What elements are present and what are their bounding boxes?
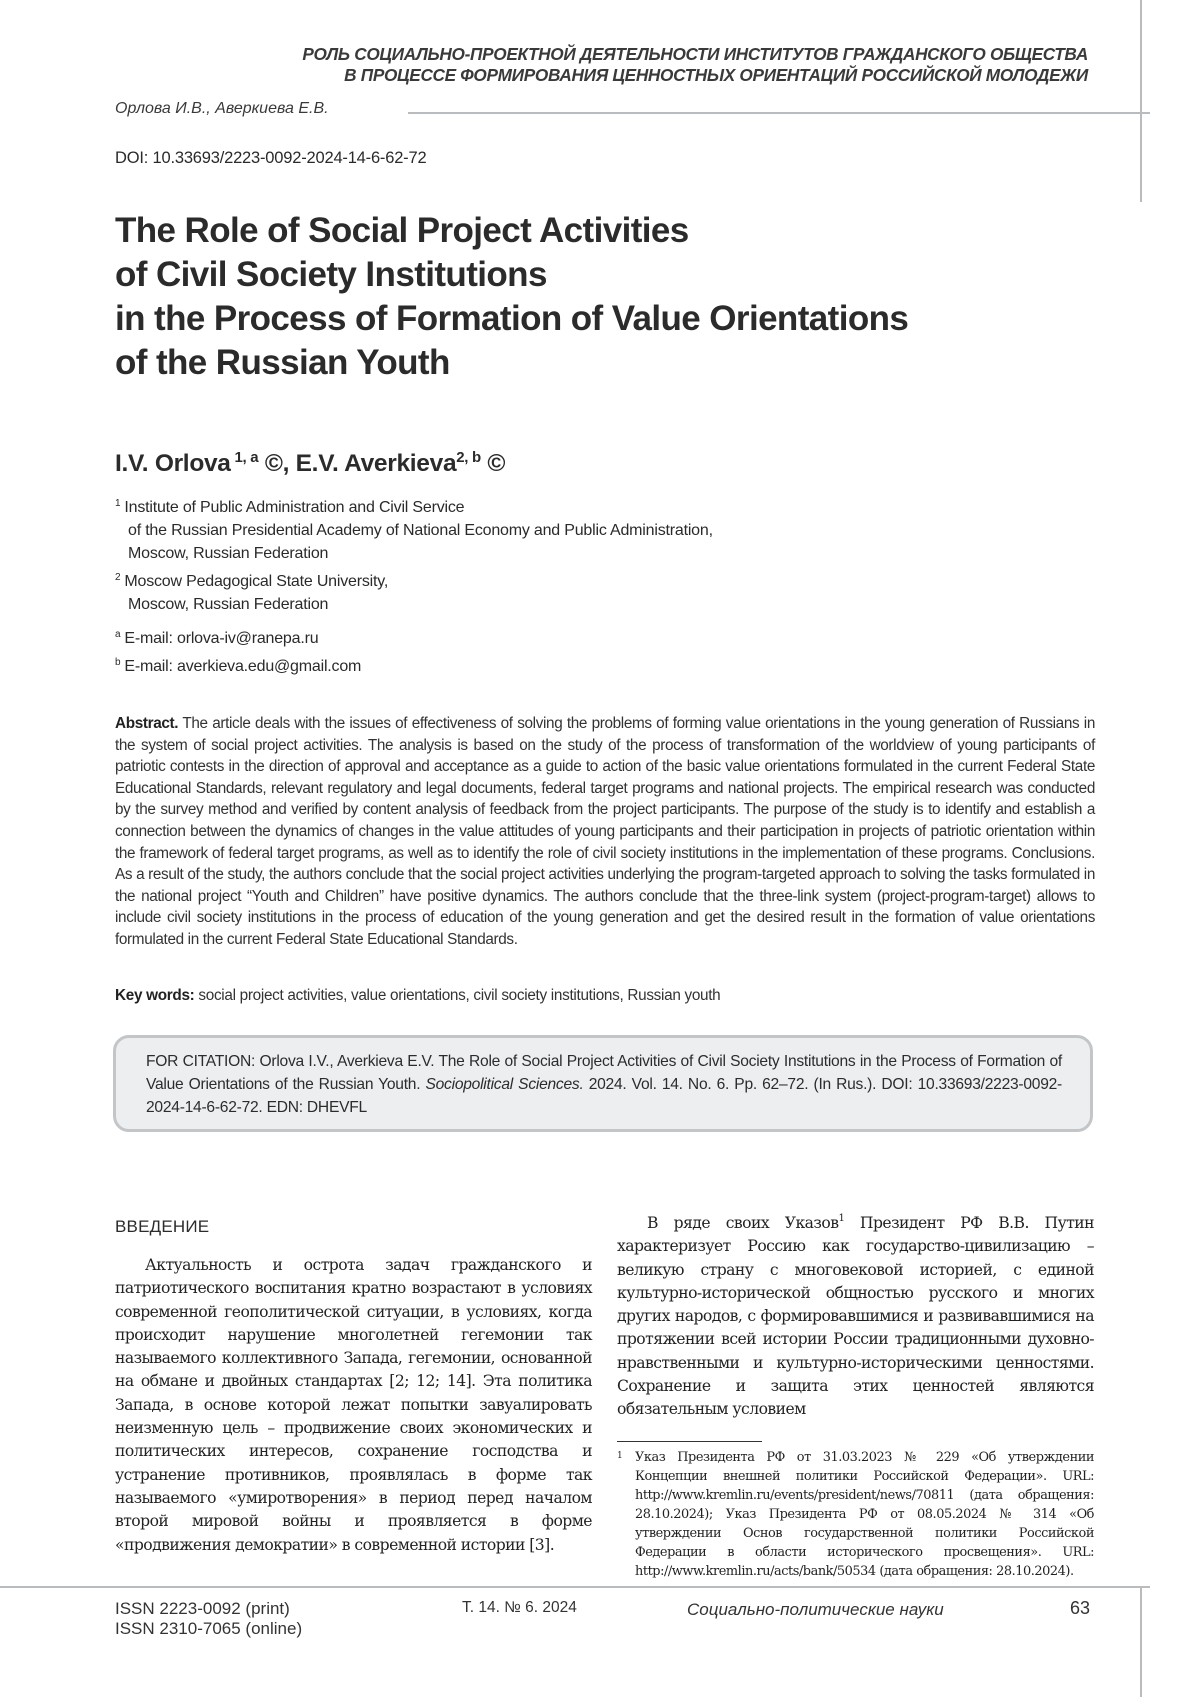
doi: DOI: 10.33693/2223-0092-2024-14-6-62-72 <box>115 149 427 167</box>
footnote <box>617 1448 1094 1581</box>
email-b-mark: b <box>115 657 121 668</box>
affiliation-1-number: 1 <box>115 498 121 509</box>
title-line-4: of the Russian Youth <box>115 343 450 382</box>
left-paragraph: Актуальность и острота задач гражданского и патриотического воспитания кратно возрастают в условиях современной геополитической ситуации, в условиях, когда происходит нарушение многолетней гегемонии так называемого коллективного Запада, гегемонии, основанной на обмане и двойных стандартах [2; 12; 14]. Эта политика Запада, в основе которой лежат попытки завуалировать неизменную цель – продвижение своих экономических и политических интересов, сохранение господства и устранение противников, проявлялась в форме так называемого «умиротворения» в период перед началом второй мировой войны и проявляется в форме «продвижения демократии» в современной истории [3]. <box>115 1256 592 1554</box>
footer-volume: Т. 14. № 6. 2024 <box>462 1599 577 1616</box>
author-separator: , <box>282 450 296 477</box>
header-vertical-rule <box>1140 0 1142 202</box>
orcid-icon[interactable]: © <box>264 450 283 477</box>
affiliation-1 <box>115 496 713 565</box>
affiliation-2-number: 2 <box>115 572 121 583</box>
abstract <box>115 713 1095 951</box>
email-a-link[interactable]: E-mail: orlova-iv@ranepa.ru <box>124 630 319 647</box>
body-column-left <box>115 1254 592 1557</box>
abstract-text: The article deals with the issues of effectiveness of solving the problems of forming value orientations in the young generation of Russians in the system of social project activities. The analysis is based on the study of the process of transformation of the worldview of young participants of patriotic contests in the direction of approval and acceptance as a guide to action of the basic value orientations formulated in the current Federal State Educational Standards, relevant regulatory and legal documents, federal target programs and national projects. The empirical research was conducted by the survey method and verified by content analysis of feedback from the project participants. The purpose of the study is to identify and establish a connection between the dynamics of changes in the value attitudes of young participants and their participation in projects of patriotic orientation within the framework of federal target programs, as well as to identify the role of civil society institutions in the implementation of these programs. Conclusions. As a result of the study, the authors conclude that the social project activities underlying the program-targeted approach to solving the tasks formulated in the national project “Youth and Children” have positive dynamics. The authors conclude that the three-link system (project-program-target) allows to include civil society institutions in the process of education of the young generation and get the desired result in the formation of value orientations formulated in the current Federal State Educational Standards. <box>115 715 1095 948</box>
footnote-rule <box>617 1441 762 1442</box>
footer-issn <box>115 1599 302 1639</box>
author-2-affiliation-mark: 2, b <box>456 449 481 466</box>
citation-text: FOR CITATION: Orlova I.V., Averkieva E.V. The Role of Social Project Activities of Civil Society Institutions in the Process of Formation of Value Orientations of the Russian Youth. <box>146 1053 1062 1093</box>
page-number: 63 <box>1070 1598 1091 1618</box>
citation-details: 2024. Vol. 14. No. 6. Pp. 62–72. (In Rus.). DOI: 10.33693/2223-0092-2024-14-6-62-72. EDN: DHEVFL <box>146 1076 1063 1116</box>
citation-journal: Sociopolitical Sciences. <box>425 1076 584 1093</box>
author-2-name: E.V. Averkieva <box>295 450 457 477</box>
body-column-right <box>617 1212 1094 1422</box>
running-title-line-1: РОЛЬ СОЦИАЛЬНО-ПРОЕКТНОЙ ДЕЯТЕЛЬНОСТИ ИНСТИТУТОВ ГРАЖДАНСКОГО ОБЩЕСТВА <box>302 44 1088 64</box>
title-line-2: of Civil Society Institutions <box>115 255 547 294</box>
affiliation-2-line-1: Moscow Pedagogical State University, <box>124 573 389 590</box>
right-paragraph: В ряде своих Указов$^1$ Президент РФ В.В. Путин характеризует Россию как государство-цивилизацию – великую страну с многовековой историей, с единой культурно-исторической общностью русского и многих других народов, с формировавшимися и развивавшимися на протяжении всей истории России традиционными духовно-нравственными и культурно-историческими ценностями. Сохранение и защита этих ценностей являются обязательным условием <box>617 1213 1094 1419</box>
email-a-mark: a <box>115 629 121 640</box>
footnote-number: 1 <box>617 1451 623 1461</box>
citation-box <box>113 1035 1093 1132</box>
keywords-label: Key words: <box>115 987 195 1004</box>
running-authors: Орлова И.В., Аверкиева Е.В. <box>115 100 329 117</box>
keywords <box>115 987 1095 1005</box>
email-b <box>115 655 361 678</box>
running-title <box>302 44 1088 86</box>
issn-print: ISSN 2223-0092 (print) <box>115 1599 290 1618</box>
author-list <box>115 450 505 478</box>
author-1-affiliation-mark: 1, a <box>234 449 259 466</box>
footnote-reference[interactable]: 1 <box>838 1213 845 1224</box>
orcid-icon[interactable]: © <box>487 450 506 477</box>
section-heading: ВВЕДЕНИЕ <box>115 1217 210 1236</box>
issn-online: ISSN 2310-7065 (online) <box>115 1619 303 1638</box>
email-a <box>115 627 318 650</box>
footer-journal: Социально-политические науки <box>687 1600 944 1619</box>
affiliation-1-line-3: Moscow, Russian Federation <box>128 545 329 562</box>
keywords-text: social project activities, value orientations, civil society institutions, Russian youth <box>198 987 721 1004</box>
abstract-label: Abstract. <box>115 715 179 732</box>
affiliation-1-line-1: Institute of Public Administration and Civil Service <box>124 499 465 516</box>
footer-horizontal-rule <box>0 1586 1150 1588</box>
affiliation-1-line-2: of the Russian Presidential Academy of National Economy and Public Administration, <box>128 522 713 539</box>
footnote-text: Указ Президента РФ от 31.03.2023 № 229 «Об утверждении Концепции внешней политики Российской Федерации». URL: http://www.kremlin.ru/events/president/news/70811 (дата обращения: 28.10.2024); Указ Президента РФ от 08.05.2024 № 314 «Об утверждении Основ государственной политики Российской Федерации в области исторического просвещения». URL: http://www.kremlin.ru/acts/bank/50534 (дата обращения: 28.10.2024). <box>635 1450 1094 1579</box>
footer-vertical-rule <box>1140 1586 1142 1697</box>
author-1-name: I.V. Orlova <box>115 450 231 477</box>
email-b-link[interactable]: E-mail: averkieva.edu@gmail.com <box>124 658 362 675</box>
header-horizontal-rule <box>408 112 1150 114</box>
affiliation-2-line-2: Moscow, Russian Federation <box>128 596 329 613</box>
title-line-1: The Role of Social Project Activities <box>115 211 689 250</box>
article-title <box>115 209 1015 385</box>
running-title-line-2: В ПРОЦЕССЕ ФОРМИРОВАНИЯ ЦЕННОСТНЫХ ОРИЕНТАЦИЙ РОССИЙСКОЙ МОЛОДЕЖИ <box>344 65 1088 85</box>
title-line-3: in the Process of Formation of Value Orientations <box>115 299 909 338</box>
affiliation-2 <box>115 570 388 616</box>
